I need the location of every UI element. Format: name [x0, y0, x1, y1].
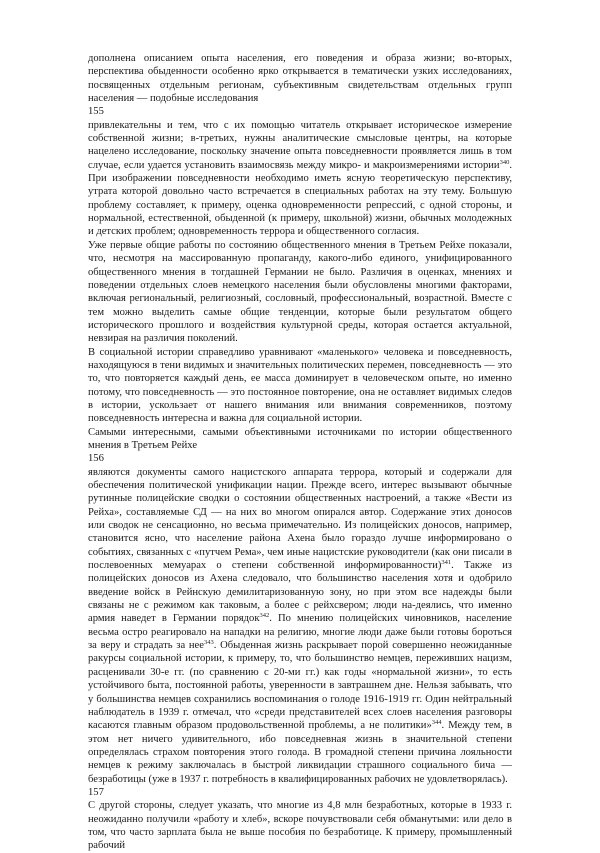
paragraph-text: являются документы самого нацистского аппарата террора, который и содержали для обеспечения политической унификации нации. Прежде всего, интерес вызывают обычные рутинные полицейские сводки о состоянии общественных настроений, а также «Вести из Рейха», составляемые СД — на них во многом опирался автор. Содержание этих доносов или сводок не сенсационно, но весьма примечательно. Из полицейских доносов, например, становится ясно, что население района Ахена было гораздо лучше информировано о событиях, связанных с «путчем Рема», чем иные нацистские руководители (как они писали в послевоенных мемуарах о степени собственной информированности)	[88, 466, 512, 572]
paragraph	[88, 466, 512, 786]
paragraph-text: дополнена описанием опыта населения, его поведения и образа жизни; во-вторых, перспектива обыденности особенно ярко открывается в тематически узких исследованиях, посвященных отдельным регионам, субъективным свидетельствам отдельных групп населения — подобные исследования	[88, 53, 512, 105]
footnote-ref[interactable]: 343	[203, 639, 214, 647]
footnote-ref[interactable]: 341	[441, 559, 452, 567]
paragraph	[88, 52, 512, 105]
paragraph-text: Уже первые общие работы по состоянию общественного мнения в Третьем Рейхе показали, что, несмотря на массированную пропаганду, какого-либо единого, унифицированного общественного мнения в тогдашней Германии не было. Различия в оценках, мнениях и поведении отдельных слоев немецкого населения были обусловлены многими факторами, включая региональный, религиозный, сословный, профессиональный, возрастной. Вместе с тем можно выделить самые общие тенденции, которые были результатом общего исторического прошлого и воздействия культурной среды, которая остается актуальной, невзирая на различия поколений.	[88, 239, 512, 345]
paragraph	[88, 119, 512, 239]
document-page	[88, 52, 512, 853]
paragraph-text: . Обыденная жизнь раскрывает порой совершенно неожиданные ракурсы социальной истории, к примеру, то, что большинство немцев, переживших нацизм, расценивали 30-е гг. (по сравнению с 20-ми гг.) как годы «нормальной жизни», то есть устойчивого быта, постоянной работы, уверенности в завтрашнем дне. Нельзя забывать, что у большинства немцев сохранились воспоминания о голоде 1916-1919 гг. Один нейтральный наблюдатель в 1939 г. отмечал, что «среди представителей всех слоев населения разговоры касаются главным образом продовольственной проблемы, а не политики»	[88, 640, 513, 732]
paragraph-text: С другой стороны, следует указать, что многие из 4,8 млн безработных, которые в 1933 г. неожиданно получили «работу и хлеб», вскоре почувствовали себя обманутыми: или дело в том, что часто зарплата была не выше пособия по безработице. К примеру, промышленный рабочий	[88, 800, 512, 852]
footnote-ref[interactable]: 344	[431, 719, 442, 727]
page-number: 155	[88, 106, 104, 118]
paragraph-text: . Между тем, в этом нет ничего удивительного, ибо повседневная жизнь в значительной степени определялась страхом повторения этого голода. В громадной степени причина лояльности немцев к режиму заключалась в быстрой ликвидации страшного социального бича — безработицы (уже в 1937 г. потребность в квалифицированных рабочих не удовлетворялась).	[88, 720, 512, 785]
paragraph-text: . По мнению полицейских чиновников, население весьма остро реагировало на нападки на религию, многие люди даже были готовы бороться за веру и страдать за нее	[88, 613, 512, 652]
paragraph	[88, 426, 512, 453]
paragraph-text: В социальной истории справедливо уравнивают «маленького» человека и повседневность, находящуюся в тени видимых и значительных политических перемен, повседневность — это то, что повторяется каждый день, ее масса доминирует в человеческом опыте, но именно потому, что повседневность — это постоянное повторение, она не оставляет видимых следов в истории, ускользает от нашего внимания или внимания современников, поэтому повседневность интересна и важна для социальной истории.	[88, 346, 512, 425]
footnote-ref[interactable]: 342	[259, 612, 270, 620]
page-number: 156	[88, 453, 104, 465]
paragraph-text: привлекательны и тем, что с их помощью читатель открывает историческое измерение собственной жизни; в-третьих, нужны аналитические смысловые центры, на которые нацелено исследование, поскольку значение опыта повседневности проявляется лишь в том случае, если удается установить взаимосвязь между микро- и макроизмерениями истории	[88, 119, 512, 171]
paragraph	[88, 346, 512, 426]
paragraph-text: . При изображении повседневности необходимо иметь ясную теоретическую перспективу, утрата которой довольно часто встречается в специальных работах на эту тему. Большую проблему составляет, к примеру, оценка одновременности репрессий, с одной стороны, и нормальной, естественной, обыденной (к примеру, школьной) жизни, обычных молодежных и детских проблем; одновременность террора и общественного согласия.	[88, 159, 512, 238]
paragraph	[88, 239, 512, 346]
paragraph-text: Самыми интересными, самыми объективными источниками по истории общественного мнения в Третьем Рейхе	[88, 426, 512, 451]
paragraph-text: . Также из полицейских доносов из Ахена следовало, что большинство населения хотя и одобрило введение войск в Рейнскую демилитаризованную зону, но при этом все надежды были связаны не с режимом как таковым, а более с рейхсвером; люди на-деялись, что именно армия наведет в Германии порядок	[88, 560, 512, 625]
paragraph	[88, 799, 512, 852]
footnote-ref[interactable]: 340	[499, 158, 510, 166]
page-number: 157	[88, 786, 104, 798]
